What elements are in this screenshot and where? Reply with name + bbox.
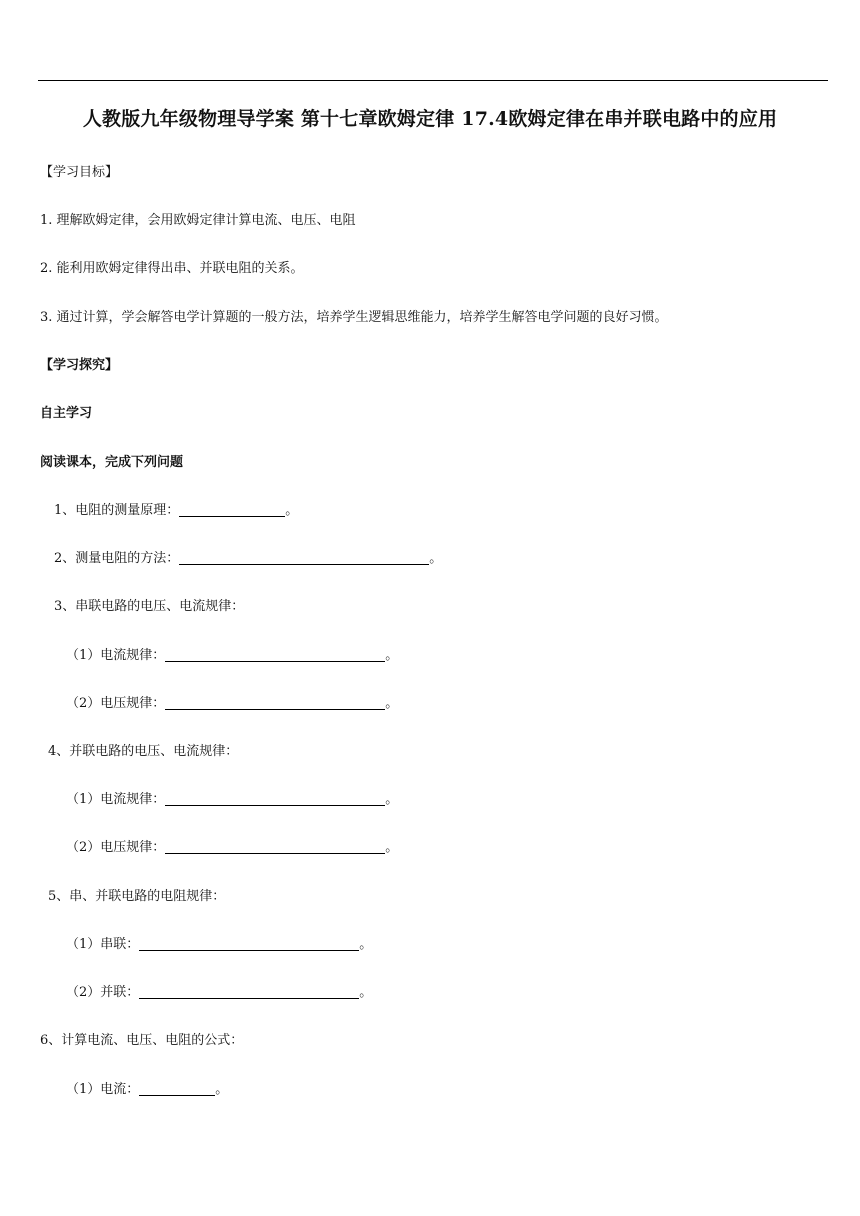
answer-blank-4a[interactable] (165, 791, 385, 806)
objective-item-2: 2. 能利用欧姆定律得出串、并联电阻的关系。 (40, 261, 304, 276)
answer-blank-3a[interactable] (165, 647, 385, 662)
period-mark: 。 (429, 551, 443, 566)
subheading-self-study: 自主学习 (40, 406, 93, 421)
answer-blank-2[interactable] (179, 550, 429, 565)
answer-blank-5a[interactable] (139, 936, 359, 951)
objective-item-1: 1. 理解欧姆定律，会用欧姆定律计算电流、电压、电阻 (40, 213, 356, 228)
question-3-part-1-label: （1）电流规律： (66, 648, 166, 663)
question-4-part-2 (66, 839, 398, 857)
period-mark: 。 (285, 503, 299, 518)
section-heading-explore: 【学习探究】 (40, 358, 119, 373)
question-4: 4、并联电路的电压、电流规律： (48, 744, 239, 759)
question-3: 3、串联电路的电压、电流规律： (54, 599, 245, 614)
period-mark: 。 (385, 792, 399, 807)
answer-blank-6a[interactable] (139, 1081, 215, 1096)
period-mark: 。 (385, 696, 399, 711)
question-5: 5、串、并联电路的电阻规律： (48, 889, 226, 904)
question-2 (54, 550, 442, 568)
question-5-part-2-label: （2）并联： (66, 985, 140, 1000)
question-3-part-2-label: （2）电压规律： (66, 696, 166, 711)
period-mark: 。 (385, 840, 399, 855)
answer-blank-5b[interactable] (139, 984, 359, 999)
question-5-part-1 (66, 936, 372, 954)
question-3-part-2 (66, 695, 398, 713)
answer-blank-1[interactable] (179, 502, 285, 517)
question-3-part-1 (66, 647, 398, 665)
section-heading-objectives: 【学习目标】 (40, 165, 119, 180)
objective-item-3: 3. 通过计算，学会解答电学计算题的一般方法，培养学生逻辑思维能力，培养学生解答电学问题的良好习惯。 (40, 310, 668, 325)
question-6: 6、计算电流、电压、电阻的公式： (40, 1033, 244, 1048)
period-mark: 。 (385, 648, 399, 663)
question-4-part-2-label: （2）电压规律： (66, 840, 166, 855)
question-5-part-2 (66, 984, 372, 1002)
question-5-part-1-label: （1）串联： (66, 937, 140, 952)
question-4-part-1-label: （1）电流规律： (66, 792, 166, 807)
question-2-label: 2、测量电阻的方法： (54, 551, 180, 566)
question-1 (54, 502, 298, 520)
answer-blank-4b[interactable] (165, 839, 385, 854)
period-mark: 。 (359, 937, 373, 952)
question-6-part-1-label: （1）电流： (66, 1082, 140, 1097)
instruction-text: 阅读课本，完成下列问题 (40, 455, 184, 470)
header-rule (38, 80, 828, 81)
answer-blank-3b[interactable] (165, 695, 385, 710)
question-6-part-1 (66, 1081, 228, 1099)
question-1-label: 1、电阻的测量原理： (54, 503, 180, 518)
period-mark: 。 (359, 985, 373, 1000)
question-4-part-1 (66, 791, 398, 809)
period-mark: 。 (215, 1082, 229, 1097)
page-title: 人教版九年级物理导学案 第十七章欧姆定律 17.4欧姆定律在串并联电路中的应用 (82, 108, 778, 130)
